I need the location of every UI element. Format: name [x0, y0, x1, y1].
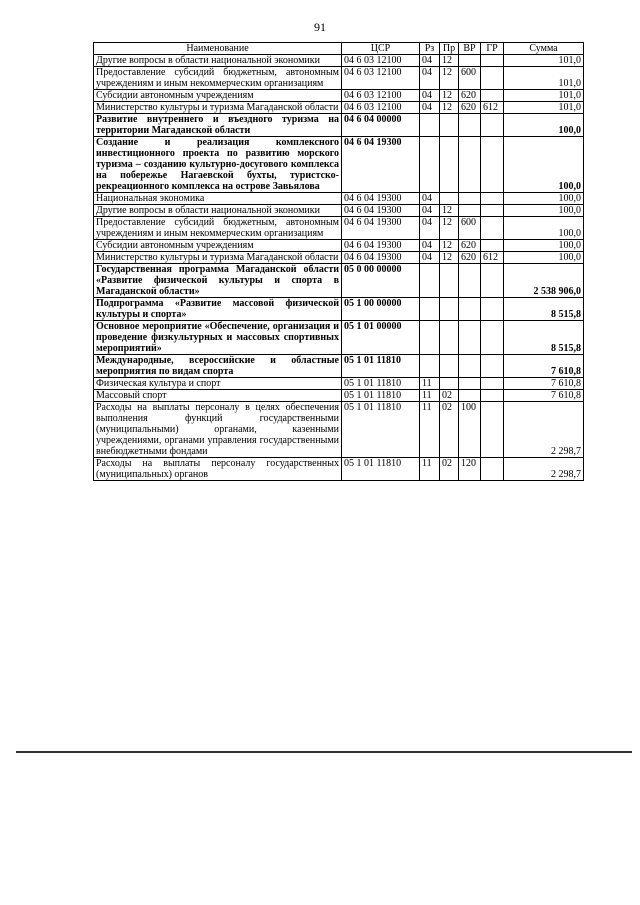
row-vr: 600	[459, 217, 481, 240]
row-name: Министерство культуры и туризма Магаданской области	[94, 102, 342, 114]
row-sum: 101,0	[504, 90, 584, 102]
row-csr: 04 6 04 00000	[342, 114, 420, 137]
row-name: Предоставление субсидий бюджетным, автономным учреждениям и иным некоммерческим организациям	[94, 217, 342, 240]
row-pr	[440, 321, 459, 355]
row-name: Расходы на выплаты персоналу в целях обеспечения выполнения функций государственными (муниципальными) органами, казенными учреждениями, органами управления государственными внебюджетными фондами	[94, 402, 342, 458]
row-name: Развитие внутреннего и въездного туризма на территории Магаданской области	[94, 114, 342, 137]
budget-table	[93, 42, 584, 481]
row-csr: 04 6 04 19300	[342, 240, 420, 252]
row-sum: 7 610,8	[504, 355, 584, 378]
table-row	[94, 205, 584, 217]
row-vr: 620	[459, 90, 481, 102]
row-csr: 04 6 03 12100	[342, 102, 420, 114]
row-csr: 05 1 01 11810	[342, 458, 420, 481]
row-csr: 04 6 03 12100	[342, 67, 420, 90]
header-pr: Пр	[440, 43, 459, 55]
row-rz: 04	[420, 102, 440, 114]
row-gr	[481, 264, 504, 298]
row-name: Международные, всероссийские и областные мероприятия по видам спорта	[94, 355, 342, 378]
row-rz: 11	[420, 378, 440, 390]
header-name: Наименование	[94, 43, 342, 55]
table-row	[94, 90, 584, 102]
table-row	[94, 458, 584, 481]
row-name: Создание и реализация комплексного инвестиционного проекта по развитию морского туризма – созданию культурно-досугового комплекса на побережье Нагаевской бухты, туристско-рекреационного комплекса на острове Завьялова	[94, 137, 342, 193]
row-csr: 05 0 00 00000	[342, 264, 420, 298]
table-row	[94, 193, 584, 205]
row-sum: 101,0	[504, 55, 584, 67]
row-rz	[420, 114, 440, 137]
row-vr: 620	[459, 252, 481, 264]
row-pr: 12	[440, 205, 459, 217]
row-rz: 11	[420, 390, 440, 402]
row-name: Государственная программа Магаданской области «Развитие физической культуры и спорта в Магаданской области»	[94, 264, 342, 298]
table-row	[94, 55, 584, 67]
row-gr	[481, 90, 504, 102]
table-header-row	[94, 43, 584, 55]
row-gr	[481, 458, 504, 481]
row-sum: 2 298,7	[504, 402, 584, 458]
row-name: Другие вопросы в области национальной экономики	[94, 205, 342, 217]
row-sum: 100,0	[504, 114, 584, 137]
row-sum: 8 515,8	[504, 321, 584, 355]
row-pr	[440, 378, 459, 390]
row-vr	[459, 205, 481, 217]
row-gr	[481, 114, 504, 137]
row-gr	[481, 355, 504, 378]
row-vr	[459, 298, 481, 321]
row-gr	[481, 240, 504, 252]
row-rz: 04	[420, 205, 440, 217]
row-vr: 620	[459, 102, 481, 114]
row-name: Предоставление субсидий бюджетным, автономным учреждениям и иным некоммерческим организациям	[94, 67, 342, 90]
row-csr: 05 1 01 11810	[342, 355, 420, 378]
header-sum: Сумма	[504, 43, 584, 55]
row-sum: 100,0	[504, 252, 584, 264]
row-csr: 05 1 00 00000	[342, 298, 420, 321]
row-gr	[481, 402, 504, 458]
row-pr: 12	[440, 252, 459, 264]
row-sum: 101,0	[504, 67, 584, 90]
table-row	[94, 240, 584, 252]
row-pr: 02	[440, 458, 459, 481]
row-vr: 600	[459, 67, 481, 90]
table-row	[94, 355, 584, 378]
row-name: Другие вопросы в области национальной экономики	[94, 55, 342, 67]
row-pr: 12	[440, 55, 459, 67]
row-csr: 04 6 04 19300	[342, 205, 420, 217]
table-row	[94, 114, 584, 137]
row-rz: 04	[420, 90, 440, 102]
row-sum: 2 298,7	[504, 458, 584, 481]
row-gr	[481, 137, 504, 193]
header-rz: Рз	[420, 43, 440, 55]
row-name: Подпрограмма «Развитие массовой физической культуры и спорта»	[94, 298, 342, 321]
table-row	[94, 252, 584, 264]
row-name: Основное мероприятие «Обеспечение, организация и проведение физкультурных и массовых спортивных мероприятий»	[94, 321, 342, 355]
row-pr: 12	[440, 90, 459, 102]
row-rz: 04	[420, 252, 440, 264]
row-gr: 612	[481, 102, 504, 114]
row-rz: 11	[420, 458, 440, 481]
table-row	[94, 102, 584, 114]
row-pr: 12	[440, 67, 459, 90]
row-csr: 05 1 01 11810	[342, 402, 420, 458]
row-pr	[440, 114, 459, 137]
row-gr	[481, 205, 504, 217]
row-gr	[481, 67, 504, 90]
row-gr	[481, 55, 504, 67]
row-vr: 100	[459, 402, 481, 458]
row-rz: 04	[420, 55, 440, 67]
header-vr: ВР	[459, 43, 481, 55]
row-name: Субсидии автономным учреждениям	[94, 90, 342, 102]
row-vr	[459, 193, 481, 205]
row-pr	[440, 298, 459, 321]
row-name: Субсидии автономным учреждениям	[94, 240, 342, 252]
row-vr	[459, 355, 481, 378]
row-sum: 100,0	[504, 240, 584, 252]
row-csr: 04 6 04 19300	[342, 217, 420, 240]
row-rz	[420, 264, 440, 298]
row-rz	[420, 298, 440, 321]
row-rz: 04	[420, 193, 440, 205]
row-csr: 04 6 04 19300	[342, 252, 420, 264]
row-pr: 12	[440, 217, 459, 240]
row-gr	[481, 298, 504, 321]
row-csr: 04 6 04 19300	[342, 137, 420, 193]
row-pr: 02	[440, 390, 459, 402]
table-row	[94, 321, 584, 355]
row-csr: 04 6 03 12100	[342, 55, 420, 67]
row-pr	[440, 264, 459, 298]
row-sum: 101,0	[504, 102, 584, 114]
row-name: Национальная экономика	[94, 193, 342, 205]
table-row	[94, 217, 584, 240]
row-sum: 100,0	[504, 217, 584, 240]
row-gr	[481, 378, 504, 390]
row-sum: 100,0	[504, 193, 584, 205]
table-row	[94, 137, 584, 193]
table-row	[94, 67, 584, 90]
row-csr: 04 6 04 19300	[342, 193, 420, 205]
row-sum: 2 538 906,0	[504, 264, 584, 298]
table-row	[94, 264, 584, 298]
row-gr	[481, 390, 504, 402]
row-vr	[459, 264, 481, 298]
row-rz: 11	[420, 402, 440, 458]
row-csr: 05 1 01 00000	[342, 321, 420, 355]
row-sum: 8 515,8	[504, 298, 584, 321]
row-vr	[459, 137, 481, 193]
page-divider	[16, 751, 632, 753]
row-csr: 05 1 01 11810	[342, 390, 420, 402]
row-sum: 7 610,8	[504, 390, 584, 402]
row-vr	[459, 390, 481, 402]
row-vr	[459, 378, 481, 390]
table-row	[94, 402, 584, 458]
row-pr	[440, 137, 459, 193]
row-vr	[459, 321, 481, 355]
row-vr	[459, 55, 481, 67]
table-row	[94, 390, 584, 402]
row-gr	[481, 321, 504, 355]
row-vr	[459, 114, 481, 137]
table-row	[94, 298, 584, 321]
row-pr	[440, 355, 459, 378]
row-pr: 02	[440, 402, 459, 458]
row-pr	[440, 193, 459, 205]
table-row	[94, 378, 584, 390]
row-gr	[481, 193, 504, 205]
row-name: Массовый спорт	[94, 390, 342, 402]
row-name: Министерство культуры и туризма Магаданской области	[94, 252, 342, 264]
row-vr: 120	[459, 458, 481, 481]
row-vr: 620	[459, 240, 481, 252]
row-rz: 04	[420, 217, 440, 240]
row-sum: 7 610,8	[504, 378, 584, 390]
row-csr: 05 1 01 11810	[342, 378, 420, 390]
row-pr: 12	[440, 102, 459, 114]
row-name: Расходы на выплаты персоналу государственных (муниципальных) органов	[94, 458, 342, 481]
row-gr	[481, 217, 504, 240]
table-body	[94, 55, 584, 481]
row-pr: 12	[440, 240, 459, 252]
row-csr: 04 6 03 12100	[342, 90, 420, 102]
row-rz	[420, 321, 440, 355]
row-rz: 04	[420, 67, 440, 90]
row-gr: 612	[481, 252, 504, 264]
row-rz	[420, 137, 440, 193]
row-sum: 100,0	[504, 205, 584, 217]
row-rz	[420, 355, 440, 378]
row-sum: 100,0	[504, 137, 584, 193]
header-gr: ГР	[481, 43, 504, 55]
header-csr: ЦСР	[342, 43, 420, 55]
row-rz: 04	[420, 240, 440, 252]
row-name: Физическая культура и спорт	[94, 378, 342, 390]
page-number: 91	[314, 20, 326, 34]
